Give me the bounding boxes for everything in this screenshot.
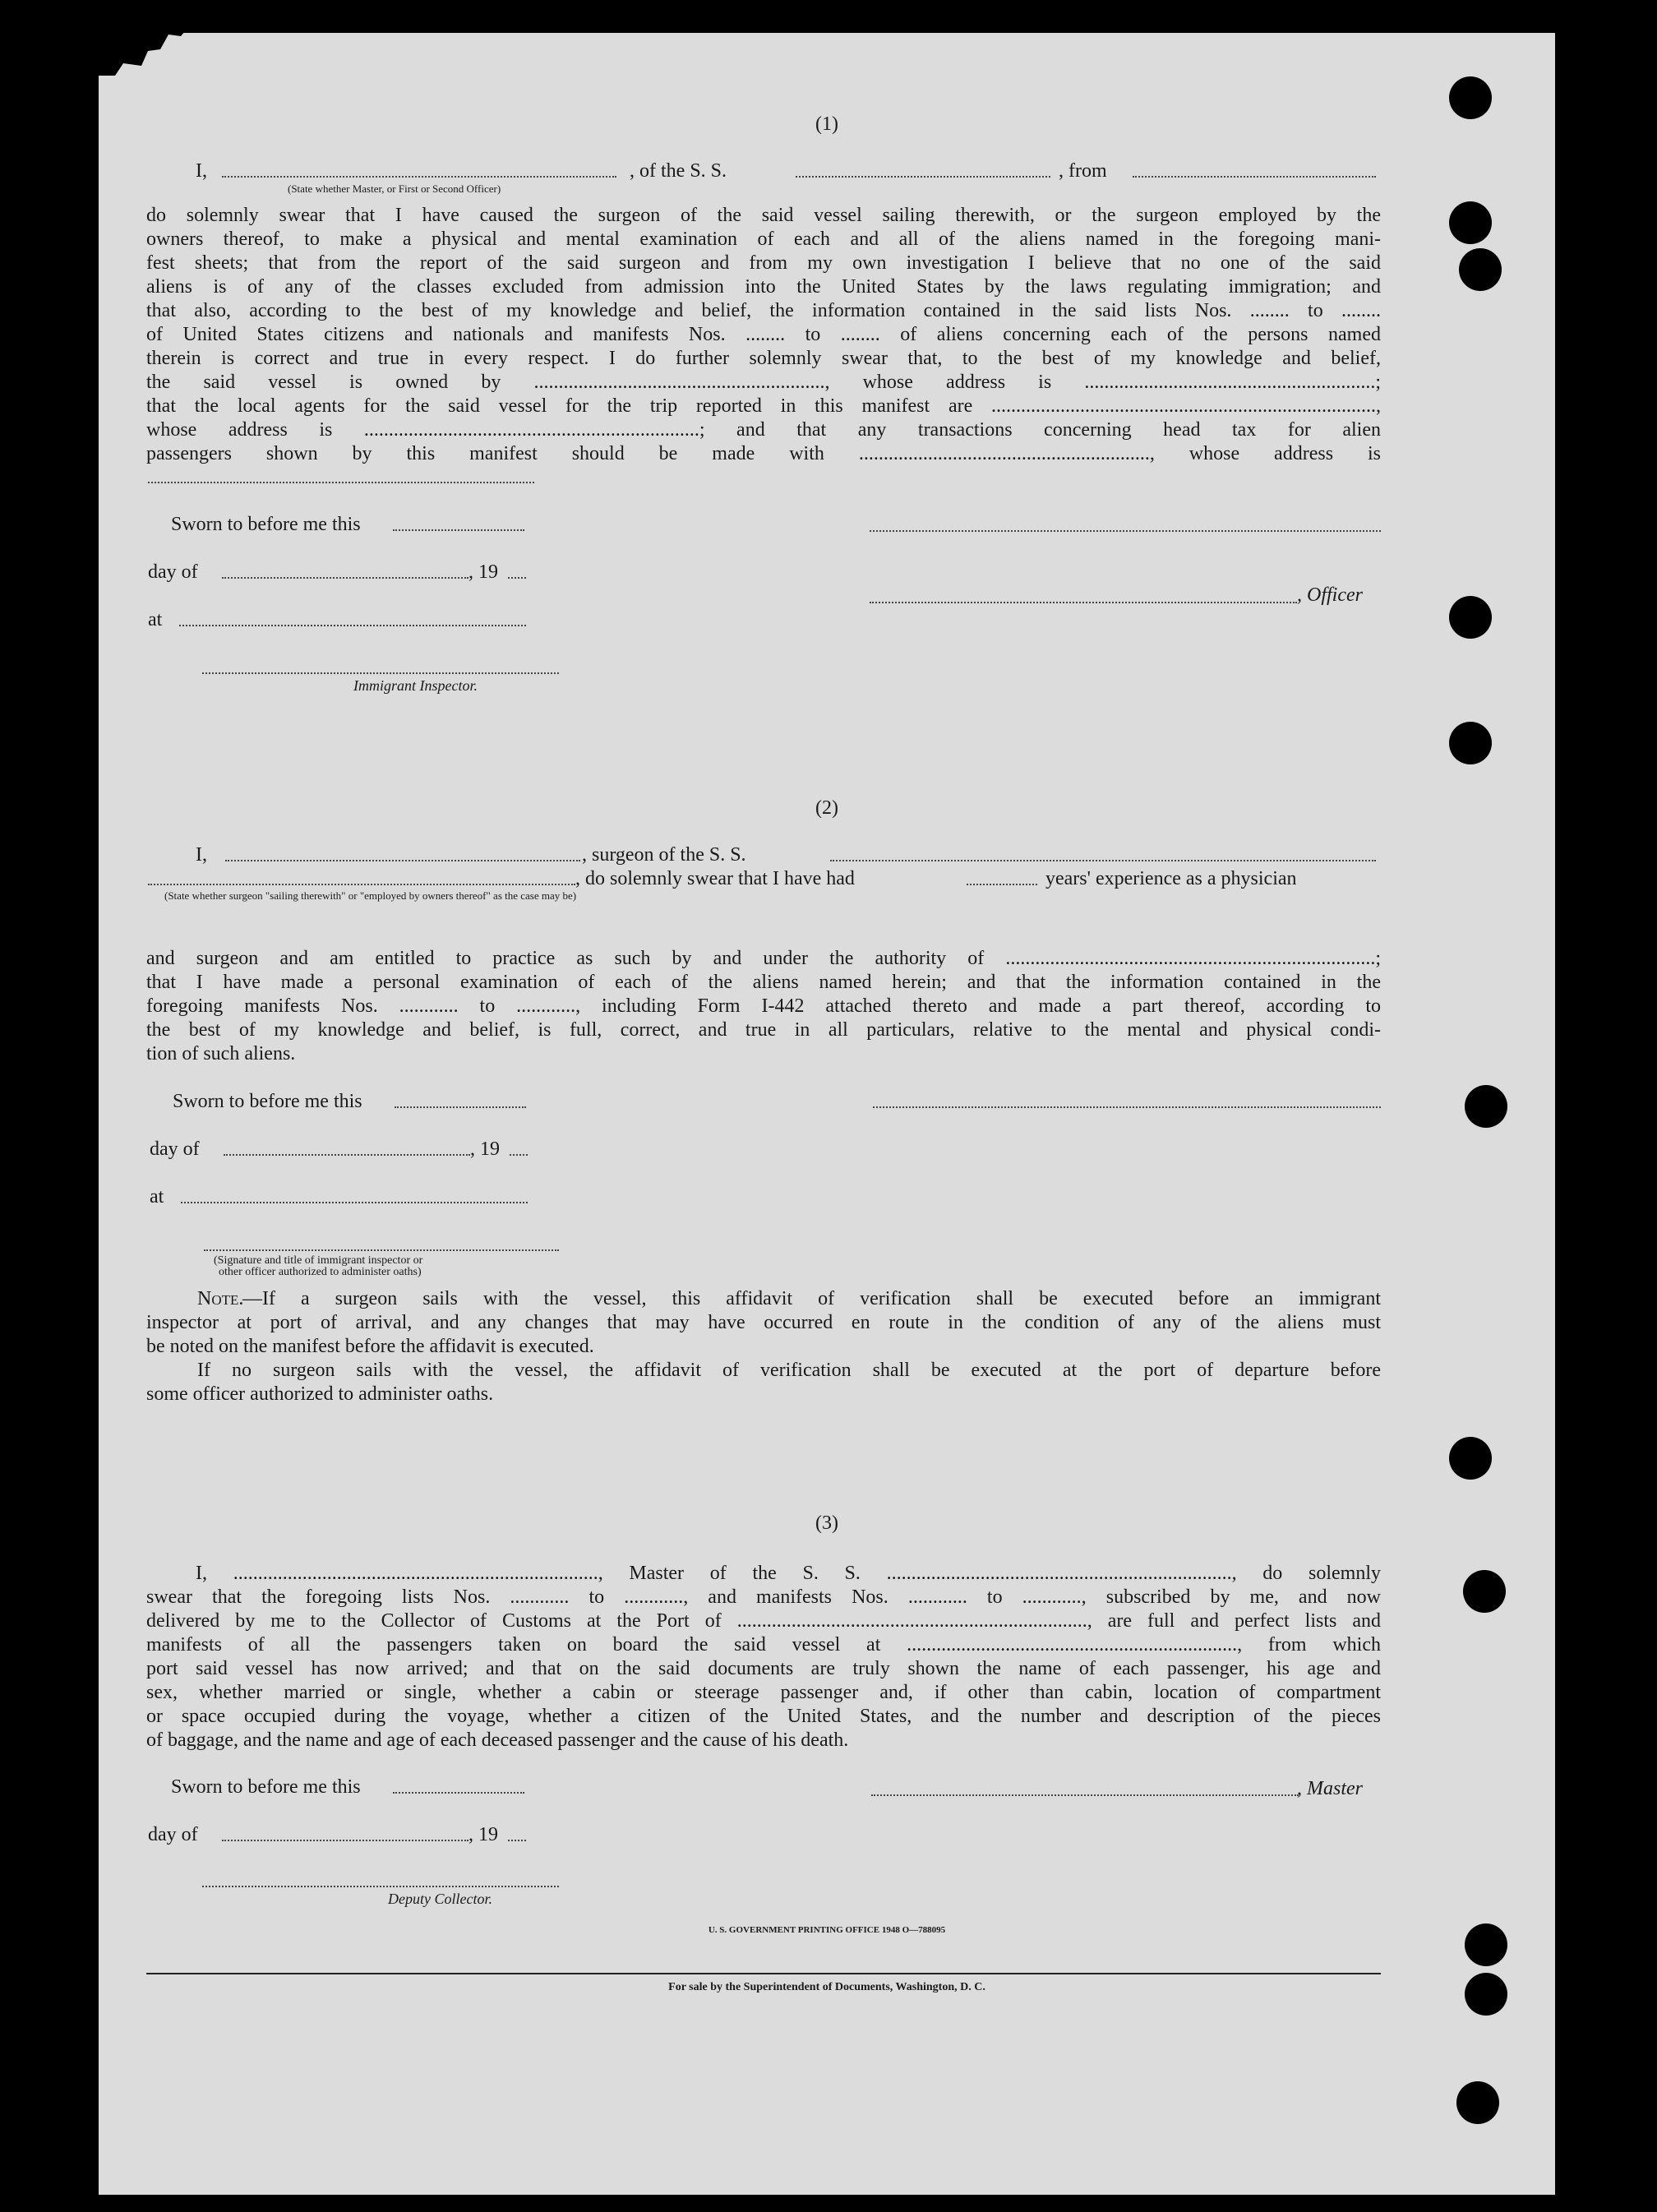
note-line: inspector at port of arrival, and any changes that may have occurred en route in the condition of any of the aliens must xyxy=(146,1312,1381,1333)
year-field[interactable] xyxy=(510,1138,528,1156)
paragraph-line: that the local agents for the said vessel for the trip reported in this manifest are .............................................................................., xyxy=(146,395,1381,417)
note-line: —If a surgeon sails with the vessel, this affidavit of verification shall be executed before an immigrant xyxy=(242,1288,1381,1309)
day-of-label: day of xyxy=(148,561,198,583)
at-field[interactable] xyxy=(181,1185,528,1203)
at-label: at xyxy=(148,609,163,630)
day-of-label: day of xyxy=(148,1824,198,1845)
paragraph-line: whose address is ....................................................................; and that any transactions concerning head tax for alien xyxy=(146,419,1381,441)
master-label: , Master xyxy=(1297,1778,1363,1799)
sworn-day-field[interactable] xyxy=(393,1776,524,1794)
text-from: , from xyxy=(1059,160,1107,182)
paragraph-line: passengers shown by this manifest should be made with ..........................................................., whose address is xyxy=(146,443,1381,464)
text-i: I, xyxy=(196,844,207,866)
paragraph-line: I, .........................................................................., Master of the S. S. ......................................................................, do solemnly xyxy=(196,1563,1381,1584)
text-swear: , do solemnly swear that I have had xyxy=(575,868,855,889)
form-page xyxy=(99,33,1555,2195)
day-of-field[interactable] xyxy=(224,1138,470,1156)
collector-signature-field[interactable] xyxy=(202,1886,559,1887)
paragraph-line: sex, whether married or single, whether a cabin or steerage passenger and, if other than cabin, location of compartment xyxy=(146,1682,1381,1703)
paragraph-line: or space occupied during the voyage, whether a citizen of the United States, and the number and description of the pieces xyxy=(146,1706,1381,1727)
vessel-name-field[interactable] xyxy=(796,159,1050,178)
address-field[interactable] xyxy=(148,482,534,483)
sworn-label: Sworn to before me this xyxy=(173,1091,362,1112)
footer-rule xyxy=(146,1973,1381,1974)
punch-hole xyxy=(1449,201,1492,244)
surgeon-status-field[interactable] xyxy=(148,867,575,885)
for-sale-imprint: For sale by the Superintendent of Documents, Washington, D. C. xyxy=(668,1981,985,1993)
years-field[interactable] xyxy=(967,867,1037,885)
punch-hole xyxy=(1459,248,1502,291)
sworn-day-field[interactable] xyxy=(395,1090,526,1108)
paragraph-line: owners thereof, to make a physical and mental examination of each and all of the aliens named in the foregoing mani- xyxy=(146,229,1381,250)
master-signature-field[interactable] xyxy=(871,1794,1299,1796)
paragraph-line: manifests of all the passengers taken on board the said vessel at ..................................................................., from which xyxy=(146,1634,1381,1656)
officer-name-field[interactable] xyxy=(222,159,616,178)
section-number: (2) xyxy=(815,797,838,819)
punch-hole xyxy=(1465,1085,1507,1128)
day-of-label: day of xyxy=(150,1138,200,1160)
punch-hole xyxy=(1463,1570,1506,1613)
year-label: , 19 xyxy=(470,1138,500,1160)
surgeon-vessel-field[interactable] xyxy=(830,843,1376,861)
paragraph-line: delivered by me to the Collector of Customs at the Port of ......................................................................., are full and perfect lists and xyxy=(146,1610,1381,1632)
at-field[interactable] xyxy=(179,608,526,626)
paragraph-line: swear that the foregoing lists Nos. ............ to ............, and manifests Nos. ............ to ............, subscribed by me, and now xyxy=(146,1586,1381,1608)
text-of-ss: , of the S. S. xyxy=(630,160,727,182)
paragraph-line: aliens is of any of the classes excluded from admission into the United States by the laws regulating immigration; and xyxy=(146,276,1381,298)
year-field[interactable] xyxy=(508,561,526,579)
text-years: years' experience as a physician xyxy=(1045,868,1297,889)
surgeon-note: (State whether surgeon "sailing therewith" or "employed by owners thereof" as the case may be) xyxy=(164,889,577,902)
punch-hole xyxy=(1449,1437,1492,1480)
year-field[interactable] xyxy=(508,1823,526,1841)
sworn-label: Sworn to before me this xyxy=(171,1776,361,1798)
inspector-signature-field[interactable] xyxy=(202,672,559,674)
officer-note: (State whether Master, or First or Second Officer) xyxy=(288,182,501,195)
from-port-field[interactable] xyxy=(1133,159,1376,178)
paragraph-line: tion of such aliens. xyxy=(146,1043,296,1064)
section-number: (3) xyxy=(815,1512,838,1534)
text-surgeon-of: , surgeon of the S. S. xyxy=(582,844,746,866)
punch-hole xyxy=(1449,722,1492,764)
sworn-day-field[interactable] xyxy=(393,513,524,531)
paragraph-line: that also, according to the best of my knowledge and belief, the information contained in the said lists Nos. ........ to ........ xyxy=(146,300,1381,321)
officer-signature-field[interactable] xyxy=(870,530,1381,532)
punch-hole xyxy=(1449,596,1492,639)
paragraph-line: of baggage, and the name and age of each deceased passenger and the cause of his death. xyxy=(146,1729,849,1751)
paragraph-line: of United States citizens and nationals and manifests Nos. ........ to ........ of aliens concerning each of the persons named xyxy=(146,324,1381,345)
officer-title-field[interactable] xyxy=(870,602,1297,603)
paragraph-line: the said vessel is owned by ..........................................................., whose address is ...........................................................; xyxy=(146,372,1381,393)
sworn-label: Sworn to before me this xyxy=(171,514,361,535)
paragraph-line: do solemnly swear that I have caused the surgeon of the said vessel sailing therewith, or the surgeon employed by the xyxy=(146,205,1381,226)
inspector-label: Immigrant Inspector. xyxy=(353,677,478,694)
section-number: (1) xyxy=(815,113,838,135)
printing-office-imprint: U. S. GOVERNMENT PRINTING OFFICE 1948 O—788095 xyxy=(708,1925,946,1935)
day-of-field[interactable] xyxy=(222,561,468,579)
day-of-field[interactable] xyxy=(222,1823,468,1841)
surgeon-signature-field[interactable] xyxy=(873,1106,1381,1108)
signature-note-line: (Signature and title of immigrant inspector or xyxy=(214,1254,423,1267)
year-label: , 19 xyxy=(468,1824,498,1845)
punch-hole xyxy=(1456,2081,1499,2124)
paragraph-line: foregoing manifests Nos. ............ to ............, including Form I-442 attached thereto and made a part thereof, according to xyxy=(146,995,1381,1017)
note-label: Note. xyxy=(197,1288,244,1309)
officer-label: , Officer xyxy=(1297,584,1363,606)
punch-hole xyxy=(1465,1973,1507,2016)
paragraph-line: port said vessel has now arrived; and that on the said documents are truly shown the name of each passenger, his age and xyxy=(146,1658,1381,1679)
collector-label: Deputy Collector. xyxy=(388,1891,492,1907)
note-line: be noted on the manifest before the affidavit is executed. xyxy=(146,1336,594,1357)
inspector-signature-field[interactable] xyxy=(204,1249,559,1251)
note-line: some officer authorized to administer oaths. xyxy=(146,1383,494,1405)
note-line: If no surgeon sails with the vessel, the affidavit of verification shall be executed at the port of departure before xyxy=(197,1360,1381,1381)
signature-note-line: other officer authorized to administer oaths) xyxy=(219,1266,422,1278)
text-i: I, xyxy=(196,160,207,182)
paragraph-line: and surgeon and am entitled to practice as such by and under the authority of ...........................................................................; xyxy=(146,948,1381,969)
paragraph-line: the best of my knowledge and belief, is full, correct, and true in all particulars, relative to the mental and physical condi- xyxy=(146,1019,1381,1041)
paragraph-line: that I have made a personal examination of each of the aliens named herein; and that the information contained in the xyxy=(146,972,1381,993)
at-label: at xyxy=(150,1186,164,1208)
paragraph-line: therein is correct and true in every respect. I do further solemnly swear that, to the best of my knowledge and belief, xyxy=(146,348,1381,369)
torn-corner xyxy=(99,33,189,76)
surgeon-name-field[interactable] xyxy=(225,843,580,861)
year-label: , 19 xyxy=(468,561,498,583)
paragraph-line: fest sheets; that from the report of the said surgeon and from my own investigation I believe that no one of the said xyxy=(146,252,1381,274)
